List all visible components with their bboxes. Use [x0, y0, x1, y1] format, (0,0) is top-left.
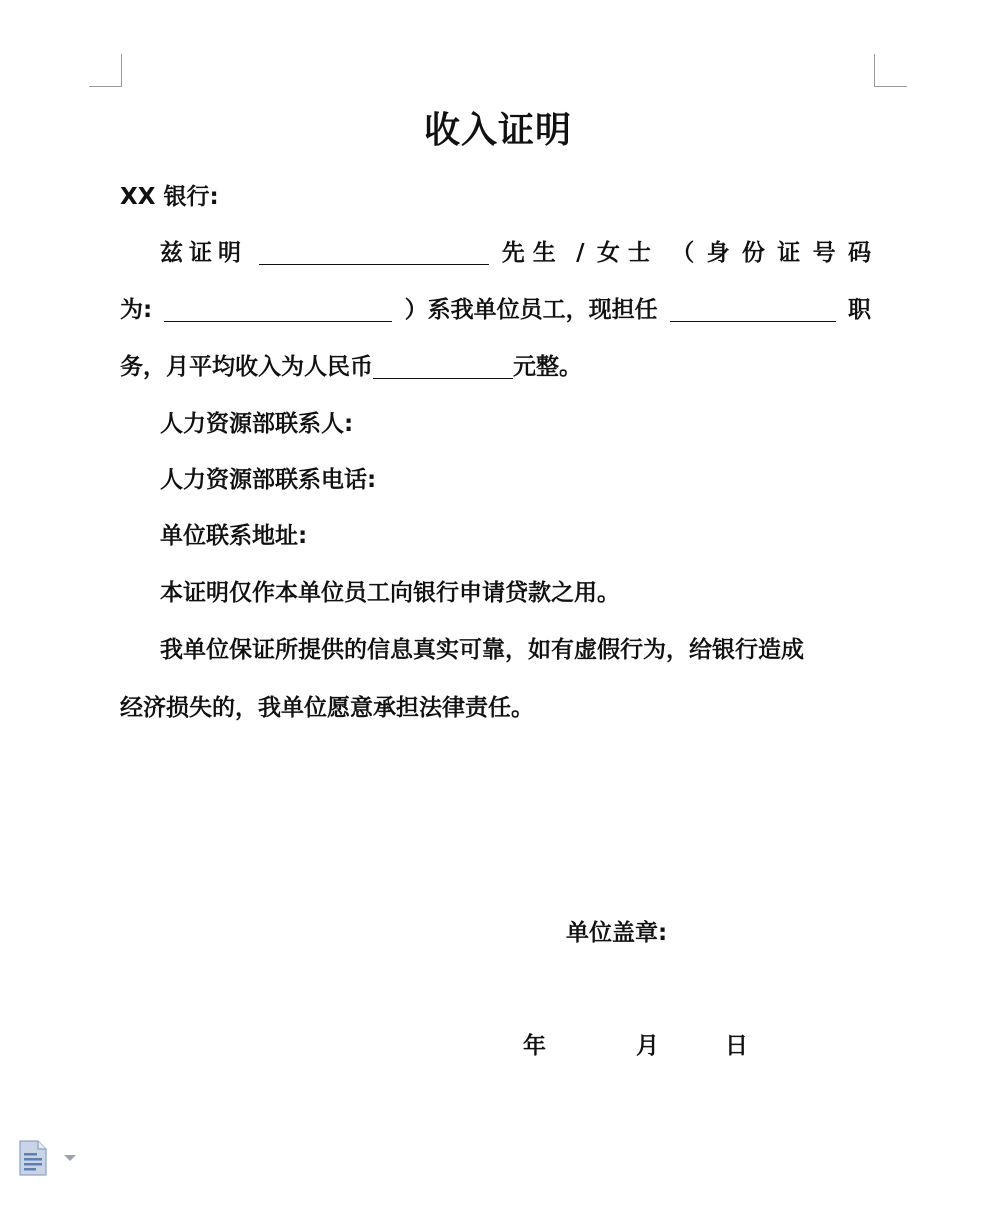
seal-label: 单位盖章: [566, 920, 668, 946]
certify-line-3 [120, 356, 582, 379]
id-char-4: 号 [812, 240, 836, 266]
hr-contact-label: 人力资源部联系人: [160, 411, 354, 437]
guarantee-line-2: 经济损失的，我单位愿意承担法律责任。 [120, 695, 534, 721]
crop-mark-top-left [89, 54, 122, 87]
income-suffix: 元整。 [513, 354, 582, 380]
title-mr: 先生 [501, 240, 564, 266]
income-blank [373, 356, 513, 379]
salutation: XX 银行: [120, 184, 219, 210]
position-suffix: 职 [847, 297, 871, 323]
id-char-3: 证 [777, 240, 801, 266]
document-options-icon[interactable] [18, 1140, 48, 1176]
guarantee-line-1: 我单位保证所提供的信息真实可靠，如有虚假行为，给银行造成 [160, 637, 804, 663]
address-label: 单位联系地址: [160, 523, 308, 549]
date-year: 年 [523, 1033, 546, 1059]
certify-line-1 [160, 242, 871, 265]
id-char-5: 码 [848, 240, 871, 266]
paren-open: （ [671, 240, 695, 266]
position-blank [670, 299, 836, 322]
name-blank [259, 242, 489, 265]
date-month: 月 [636, 1033, 659, 1059]
date-day: 日 [725, 1033, 748, 1059]
income-statement: 务，月平均收入为人民币 [120, 354, 373, 380]
title-slash: / [576, 240, 585, 266]
caret-down-icon[interactable] [64, 1155, 76, 1161]
document-title: 收入证明 [423, 110, 572, 151]
employee-statement: ）系我单位员工，现担任 [404, 297, 658, 323]
document-options-icon-graphic [18, 1140, 48, 1176]
title-ms: 女士 [596, 240, 659, 266]
purpose-statement: 本证明仅作本单位员工向银行申请贷款之用。 [160, 580, 620, 606]
id-number-blank [164, 299, 392, 322]
id-char-2: 份 [741, 240, 765, 266]
id-prefix: 为: [120, 297, 153, 323]
certify-intro: 兹证明 [160, 240, 247, 266]
hr-phone-label: 人力资源部联系电话: [160, 467, 377, 493]
crop-mark-top-right [874, 54, 907, 87]
id-char-1: 身 [706, 240, 730, 266]
certify-line-2 [120, 299, 871, 322]
